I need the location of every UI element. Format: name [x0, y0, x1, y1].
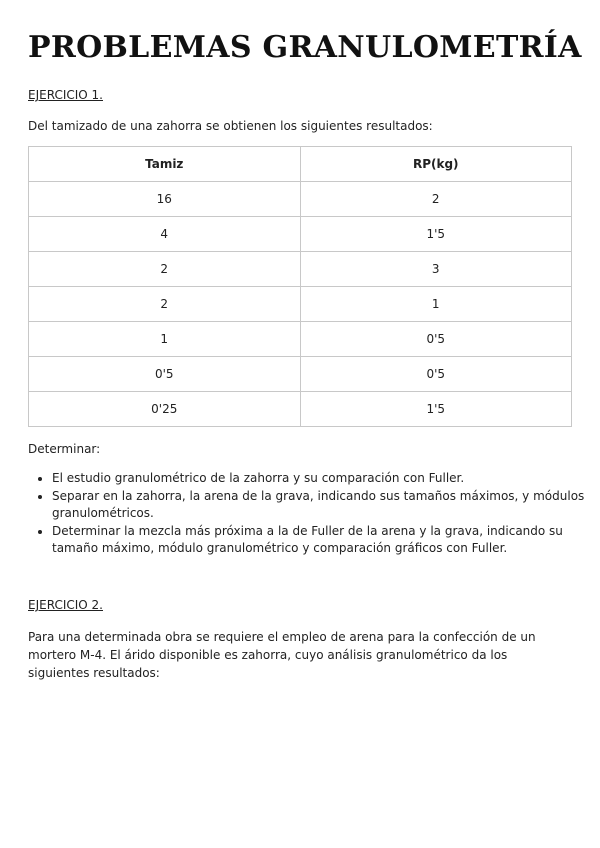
table-row: [29, 392, 572, 427]
table-cell-tamiz: 2: [29, 287, 301, 322]
table-cell-tamiz: 2: [29, 252, 301, 287]
table-cell-tamiz: 16: [29, 182, 301, 217]
exercise-1-heading: EJERCICIO 1.: [28, 88, 103, 102]
table-cell-rp: 1: [300, 287, 572, 322]
table-row: [29, 322, 572, 357]
table-row: [29, 357, 572, 392]
exercise-2-heading: EJERCICIO 2.: [28, 598, 103, 612]
exercise-1-intro: Del tamizado de una zahorra se obtienen los siguientes resultados:: [28, 119, 433, 133]
table-cell-rp: 1'5: [300, 217, 572, 252]
page-title: PROBLEMAS GRANULOMETRÍA: [28, 30, 582, 65]
table-row: [29, 287, 572, 322]
table-cell-tamiz: 0'5: [29, 357, 301, 392]
header-rp-kg: RP(kg): [300, 147, 572, 182]
table-cell-rp: 3: [300, 252, 572, 287]
tasks-list: [28, 470, 592, 558]
exercise-2-text: Para una determinada obra se requiere el empleo de arena para la confección de un mortero M-4. El árido disponible es zahorra, cuyo análisis granulométrico da los siguientes resultados:: [28, 630, 536, 680]
table-cell-tamiz: 0'25: [29, 392, 301, 427]
table-cell-tamiz: 1: [29, 322, 301, 357]
table-header-row: [29, 147, 572, 182]
list-item: • Determinar la mezcla más próxima a la de Fuller de la arena y la grava, indicando su tamaño máximo, módulo granulométrico y comparación gráficos con Fuller.: [52, 523, 592, 557]
table-cell-rp: 0'5: [300, 322, 572, 357]
list-item: • Separar en la zahorra, la arena de la grava, indicando sus tamaños máximos, y módulos granulométricos.: [52, 488, 592, 522]
table-cell-tamiz: 4: [29, 217, 301, 252]
table-row: [29, 217, 572, 252]
table-cell-rp: 2: [300, 182, 572, 217]
header-tamiz: Tamiz: [29, 147, 301, 182]
results-table: [28, 146, 572, 427]
table-cell-rp: 1'5: [300, 392, 572, 427]
table-row: [29, 182, 572, 217]
table-row: [29, 252, 572, 287]
table-cell-rp: 0'5: [300, 357, 572, 392]
list-item: • El estudio granulométrico de la zahorra y su comparación con Fuller.: [52, 470, 592, 487]
determine-label: Determinar:: [28, 442, 101, 456]
